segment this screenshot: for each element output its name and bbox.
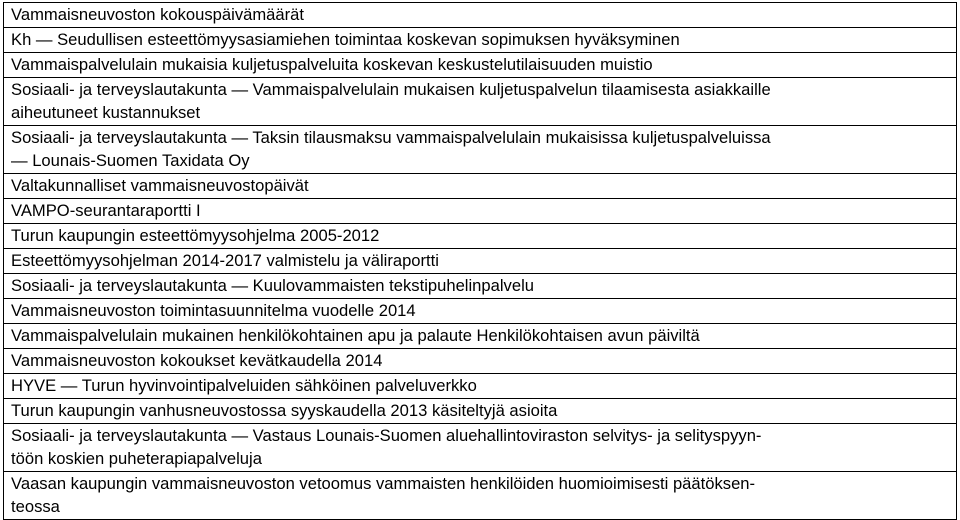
table-row xyxy=(4,53,957,78)
table-row xyxy=(4,399,957,424)
item-line: Vaasan kaupungin vammaisneuvoston vetoomus vammaisten henkilöiden huomioimisesti päätöksen- xyxy=(11,474,756,493)
item-line: Vammaispalvelulain mukaisia kuljetuspalveluita koskevan keskustelutilaisuuden muistio xyxy=(11,55,653,74)
list-item xyxy=(4,374,957,399)
item-line: Vammaisneuvoston kokouspäivämäärät xyxy=(11,5,304,24)
document-page xyxy=(3,2,957,520)
table-row xyxy=(4,472,957,520)
item-line: Vammaisneuvoston toimintasuunnitelma vuodelle 2014 xyxy=(11,301,416,320)
item-line: Sosiaali- ja terveyslautakunta — Vastaus Lounais-Suomen aluehallintoviraston selvitys- ja selityspyyn- xyxy=(11,426,762,445)
table-row xyxy=(4,424,957,472)
item-line: Vammaispalvelulain mukainen henkilökohtainen apu ja palaute Henkilökohtaisen avun päiviltä xyxy=(11,326,700,345)
table-row xyxy=(4,174,957,199)
list-item xyxy=(4,224,957,249)
item-line-continuation: töön koskien puheterapiapalveluja xyxy=(11,448,262,468)
item-line: Turun kaupungin vanhusneuvostossa syyskaudella 2013 käsiteltyjä asioita xyxy=(11,401,558,420)
list-item xyxy=(4,126,957,174)
table-row xyxy=(4,224,957,249)
list-item xyxy=(4,349,957,374)
list-item xyxy=(4,3,957,28)
item-line: Valtakunnalliset vammaisneuvostopäivät xyxy=(11,176,309,195)
list-item xyxy=(4,424,957,472)
table-row xyxy=(4,299,957,324)
item-line-continuation: aiheutuneet kustannukset xyxy=(11,102,201,122)
table-row xyxy=(4,274,957,299)
item-line: Sosiaali- ja terveyslautakunta — Vammaispalvelulain mukaisen kuljetuspalvelun tilaamisesta asiakkaille xyxy=(11,80,771,99)
list-item xyxy=(4,53,957,78)
table-row xyxy=(4,374,957,399)
item-line: Sosiaali- ja terveyslautakunta — Taksin tilausmaksu vammaispalvelulain mukaisissa kuljetuspalveluissa xyxy=(11,128,771,147)
item-line: Kh — Seudullisen esteettömyysasiamiehen toimintaa koskevan sopimuksen hyväksyminen xyxy=(11,30,680,49)
list-item xyxy=(4,274,957,299)
item-line-continuation: — Lounais-Suomen Taxidata Oy xyxy=(11,150,250,170)
list-item xyxy=(4,199,957,224)
item-line: Sosiaali- ja terveyslautakunta — Kuulovammaisten tekstipuhelinpalvelu xyxy=(11,276,534,295)
item-line: Esteettömyysohjelman 2014-2017 valmistelu ja väliraportti xyxy=(11,251,439,270)
table-row xyxy=(4,199,957,224)
list-item xyxy=(4,399,957,424)
list-item xyxy=(4,249,957,274)
list-item xyxy=(4,174,957,199)
table-row xyxy=(4,78,957,126)
table-row xyxy=(4,3,957,28)
item-line: VAMPO-seurantaraportti I xyxy=(11,201,201,220)
list-item xyxy=(4,324,957,349)
table-row xyxy=(4,349,957,374)
table-row xyxy=(4,324,957,349)
table-row xyxy=(4,28,957,53)
item-line-continuation: teossa xyxy=(11,496,60,516)
list-item xyxy=(4,299,957,324)
list-item xyxy=(4,28,957,53)
item-line: Vammaisneuvoston kokoukset kevätkaudella 2014 xyxy=(11,351,383,370)
agenda-items-table xyxy=(3,2,957,520)
list-item xyxy=(4,78,957,126)
table-row xyxy=(4,126,957,174)
table-row xyxy=(4,249,957,274)
item-line: Turun kaupungin esteettömyysohjelma 2005-2012 xyxy=(11,226,380,245)
list-item xyxy=(4,472,957,520)
item-line: HYVE — Turun hyvinvointipalveluiden sähköinen palveluverkko xyxy=(11,376,477,395)
